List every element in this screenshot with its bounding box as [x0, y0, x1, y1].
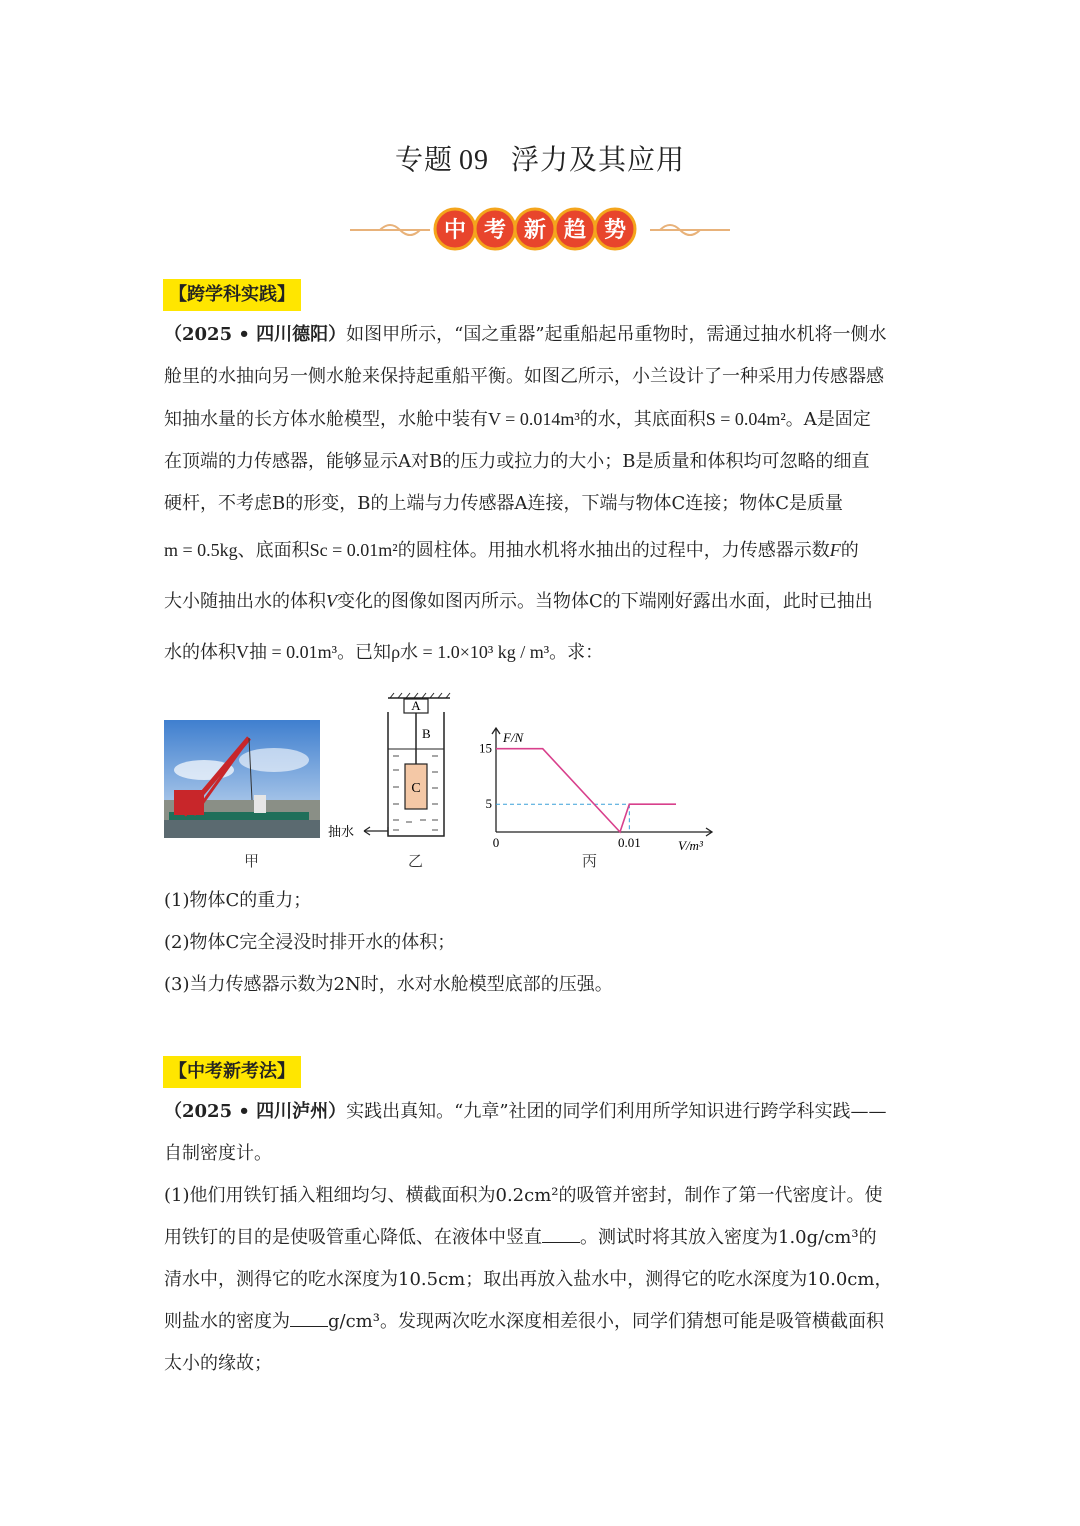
p1-line7: 大小随抽出水的体积V变化的图像如图丙所示。当物体C的下端刚好露出水面，此时已抽出 [164, 591, 873, 612]
label-a: A [411, 698, 421, 713]
banner-char-4: 趋 [563, 218, 587, 243]
banner-char-1: 中 [443, 218, 467, 243]
p1-line3: 知抽水量的长方体水舱模型，水舱中装有V = 0.014m³的水，其底面积S = 0.04m²。A是固定 [164, 409, 871, 430]
figure-bing-caption: 丙 [582, 852, 598, 870]
question-3: (3)当力传感器示数为2N时，水对水舱模型底部的压强。 [164, 974, 613, 995]
question-2: (2)物体C完全浸没时排开水的体积； [164, 932, 456, 953]
math-v-pumped: V抽 = 0.01m³ [236, 642, 338, 662]
math-volume: V = 0.014m³ [488, 409, 580, 429]
p2-source: （2025 • 四川泸州） [164, 1101, 347, 1122]
figure-yi-caption: 乙 [408, 852, 424, 870]
y-tick-5: 5 [485, 796, 492, 812]
trend-banner [340, 200, 740, 260]
math-density: ρ水 = 1.0×10³ kg / m³ [391, 642, 550, 662]
crane-ship-photo [164, 720, 320, 838]
figure-jia-caption: 甲 [244, 852, 260, 870]
p1-line4: 在顶端的力传感器，能够显示A对B的压力或拉力的大小；B是质量和体积均可忽略的细直 [164, 451, 870, 472]
section-tag-interdisciplinary: 【跨学科实践】 [163, 279, 301, 311]
p1-line2: 舱里的水抽向另一侧水舱来保持起重船平衡。如图乙所示，小兰设计了一种采用力传感器感 [164, 366, 884, 387]
force-volume-chart [470, 720, 720, 860]
problem2-text [164, 1091, 920, 1385]
p1-line5: 硬杆，不考虑B的形变，B的上端与力传感器A连接，下端与物体C连接；物体C是质量 [164, 493, 843, 514]
p1-line8: 水的体积V抽 = 0.01m³。已知ρ水 = 1.0×10³ kg / m³。求： [164, 642, 604, 663]
y-tick-15: 15 [479, 740, 492, 756]
topic-label: 专题 [394, 143, 453, 176]
topic-number: 09 [459, 145, 489, 176]
math-area: S = 0.04m² [705, 409, 786, 429]
p1-line1: （2025 • 四川德阳）如图甲所示，“国之重器”起重船起吊重物时，需通过抽水机将一侧水 [164, 324, 887, 345]
force-series-line [496, 749, 676, 832]
p1-line6: m = 0.5kg、底面积Sc = 0.01m²的圆柱体。用抽水机将水抽出的过程中，力传感器示数F的 [164, 540, 859, 561]
p2-line4: 用铁钉的目的是使吸管重心降低、在液体中竖直 。测试时将其放入密度为1.0g/cm³的 [164, 1227, 877, 1248]
banner-char-2: 考 [483, 218, 507, 243]
math-base-area: Sc = 0.01m² [309, 540, 398, 560]
problem1-text [164, 314, 920, 678]
section-tag-new-method: 【中考新考法】 [163, 1056, 301, 1088]
tank-diagram [326, 692, 456, 842]
math-force: F [829, 540, 841, 560]
answer-blank-2[interactable] [290, 1310, 328, 1327]
banner-char-3: 新 [523, 218, 547, 243]
math-mass: m = 0.5kg [164, 540, 238, 560]
label-c: C [411, 781, 421, 796]
banner-char-5: 势 [603, 218, 627, 243]
label-b: B [422, 726, 431, 741]
p2-line7: 太小的缘故； [164, 1353, 272, 1374]
p1-source: （2025 • 四川德阳） [164, 324, 347, 345]
y-axis-label: F/N [503, 730, 524, 745]
topic-title: 浮力及其应用 [511, 143, 686, 176]
question-1: (1)物体C的重力； [164, 890, 312, 911]
p2-line5: 清水中，测得它的吃水深度为10.5cm；取出再放入盐水中，测得它的吃水深度为10.0cm， [164, 1269, 893, 1290]
pump-label: 抽水 [328, 825, 355, 840]
x-tick-0: 0 [492, 835, 500, 850]
x-axis-label: V/m³ [678, 838, 703, 853]
answer-blank-1[interactable] [542, 1226, 580, 1243]
x-tick-001: 0.01 [617, 835, 641, 850]
p2-line3: (1)他们用铁钉插入粗细均匀、横截面积为0.2cm²的吸管并密封，制作了第一代密度计。使 [164, 1185, 883, 1206]
p2-line2: 自制密度计。 [164, 1143, 272, 1164]
p2-line6: 则盐水的密度为 g/cm³。发现两次吃水深度相差很小，同学们猜想可能是吸管横截面积 [164, 1311, 884, 1332]
page-title [0, 138, 1080, 178]
math-v: V [326, 591, 337, 611]
p2-line1: （2025 • 四川泸州）实践出真知。“九章”社团的同学们利用所学知识进行跨学科实践—— [164, 1101, 887, 1122]
